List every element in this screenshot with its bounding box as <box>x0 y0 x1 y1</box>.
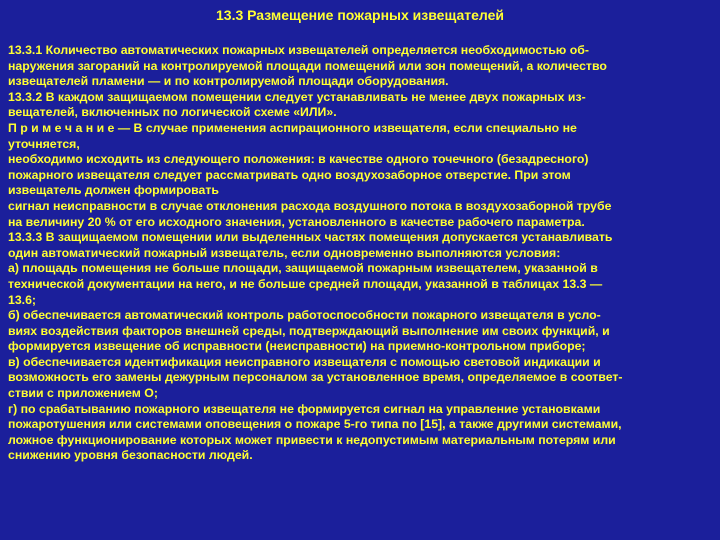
text-line: сигнал неисправности в случае отклонения расхода воздушного потока в воздухозаборной трубе <box>8 198 612 213</box>
text-line: снижению уровня безопасности людей. <box>8 448 253 463</box>
text-line: пожарного извещателя следует рассматривать одно воздухозаборное отверстие. При этом <box>8 167 571 182</box>
text-line: один автоматический пожарный извещатель, если одновременно выполняются условия: <box>8 245 561 260</box>
text-line: 13.3.3 В защищаемом помещении или выделенных частях помещения допускается устанавливать <box>8 230 613 245</box>
text-line: г) по срабатыванию пожарного извещателя не формируется сигнал на управление установками <box>8 401 601 416</box>
slide-title: 13.3 Размещение пожарных извещателей <box>216 7 504 23</box>
text-line: ствии с приложением О; <box>8 386 158 401</box>
text-line: технической документации на него, и не больше средней площади, указанной в таблицах 13.3 — <box>8 276 603 291</box>
text-line: ложное функционирование которых может привести к недопустимым материальным потерям или <box>8 432 616 447</box>
text-line: вещателей, включенных по логической схеме «ИЛИ». <box>8 105 337 120</box>
text-line: в) обеспечивается идентификация неисправного извещателя с помощью световой индикации и <box>8 354 601 369</box>
text-line: формируется извещение об исправности (неисправности) на приемно-контрольном приборе; <box>8 339 586 354</box>
text-line: наружения загораний на контролируемой площади помещений или зон помещений, а количество <box>8 58 607 73</box>
text-line: виях воздействия факторов внешней среды, подтверждающий выполнение им своих функций, и <box>8 323 610 338</box>
text-line: П р и м е ч а н и е — В случае применения аспирационного извещателя, если специально не <box>8 120 577 135</box>
text-line: а) площадь помещения не больше площади, защищаемой пожарным извещателем, указанной в <box>8 261 598 276</box>
text-line: 13.6; <box>8 292 37 307</box>
text-line: на величину 20 % от его исходного значения, установленного в качестве рабочего параметра. <box>8 214 585 229</box>
text-line: извещателей пламени — и по контролируемой площади оборудования. <box>8 74 449 89</box>
text-line: уточняется, <box>8 136 80 151</box>
slide-body <box>8 43 712 464</box>
text-line: возможность его замены дежурным персоналом за установленное время, определяемое в соответ- <box>8 370 623 385</box>
text-line: 13.3.1 Количество автоматических пожарных извещателей определяется необходимостью об- <box>8 43 589 57</box>
text-line: необходимо исходить из следующего положения: в качестве одного точечного (безадресного) <box>8 152 589 167</box>
text-line: б) обеспечивается автоматический контроль работоспособности пожарного извещателя в усло- <box>8 308 601 323</box>
text-line: пожаротушения или системами оповещения о пожаре 5-го типа по [15], а также другими системами, <box>8 417 622 432</box>
text-line: извещатель должен формировать <box>8 183 219 198</box>
text-line: 13.3.2 В каждом защищаемом помещении следует устанавливать не менее двух пожарных из- <box>8 89 586 104</box>
